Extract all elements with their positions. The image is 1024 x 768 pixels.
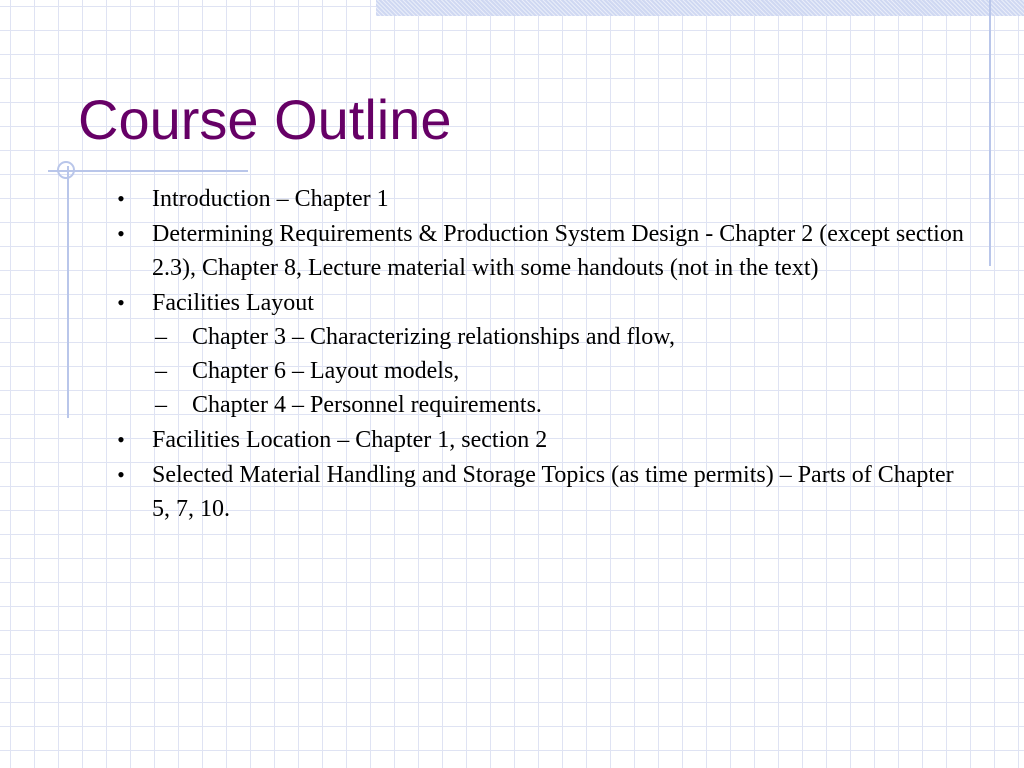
dash-icon: – [155,358,167,384]
bullet-item-material-handling [112,458,972,526]
bullet-icon: • [117,462,125,487]
bullet-icon: • [117,427,125,452]
top-decorative-band [376,0,1024,16]
slide-title: Course Outline [78,88,452,151]
bullet-item-determining-requirements [112,217,972,285]
sub-item-text: Chapter 3 – Characterizing relationships and flow, [192,324,675,350]
sub-item-chapter-3 [152,320,972,354]
bullet-icon: • [117,186,125,211]
bullet-text: Introduction – Chapter 1 [152,186,389,212]
facilities-layout-sublist [152,320,972,422]
bullet-text: Facilities Location – Chapter 1, section 2 [152,427,548,453]
right-decorative-line [989,0,991,266]
title-underline-rule [48,170,248,172]
bullet-item-facilities-layout [112,286,972,422]
dash-icon: – [155,392,167,418]
sub-item-chapter-4 [152,388,972,422]
bullet-list [112,182,972,526]
bullet-icon: • [117,290,125,315]
sub-item-chapter-6 [152,354,972,388]
slide-content [112,182,972,527]
bullet-icon: • [117,221,125,246]
left-decorative-line [67,166,69,418]
dash-icon: – [155,324,167,350]
bullet-item-introduction [112,182,972,216]
sub-item-text: Chapter 4 – Personnel requirements. [192,392,542,418]
circle-ornament-icon [57,161,75,179]
bullet-item-facilities-location [112,423,972,457]
bullet-text: Determining Requirements & Production System Design - Chapter 2 (except section 2.3), Chapter 8, Lecture material with some handouts (not in the text) [152,221,964,281]
bullet-text: Facilities Layout [152,290,314,316]
bullet-text: Selected Material Handling and Storage Topics (as time permits) – Parts of Chapter 5, 7, 10. [152,462,954,522]
sub-item-text: Chapter 6 – Layout models, [192,358,460,384]
